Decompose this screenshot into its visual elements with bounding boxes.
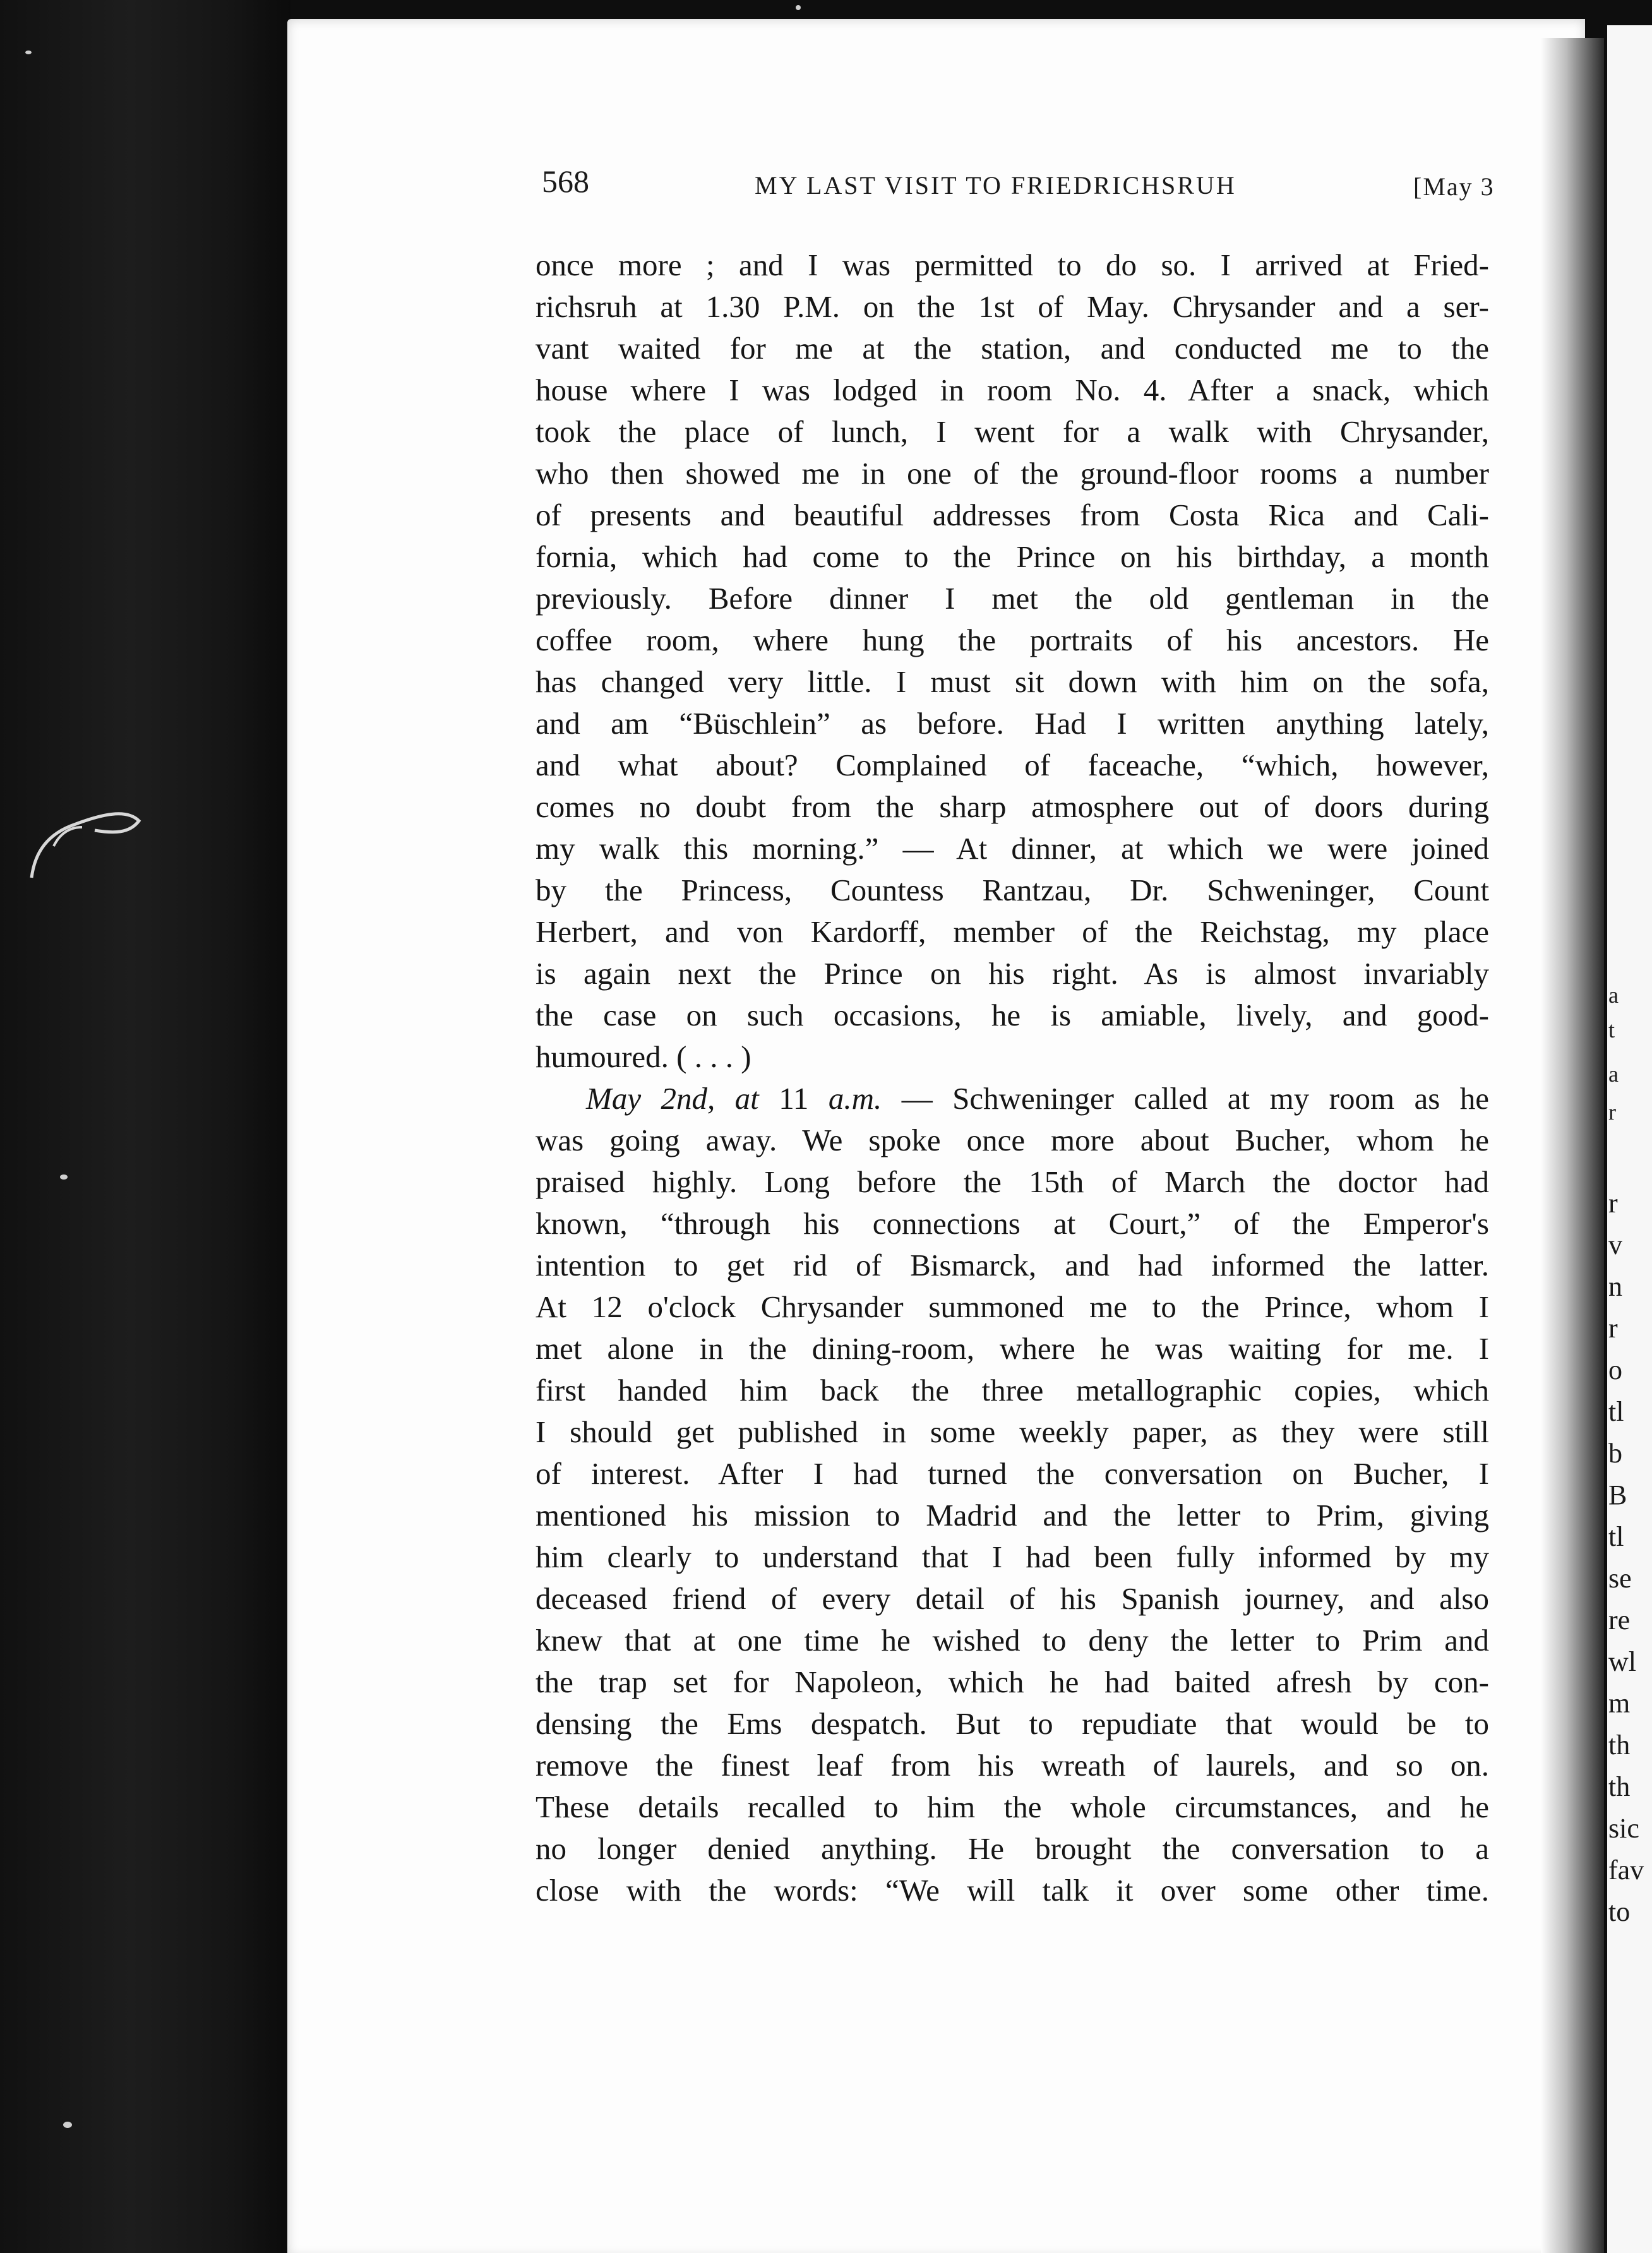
adjacent-page-text: r	[1608, 1188, 1618, 1219]
adjacent-page-text: sic	[1608, 1813, 1639, 1844]
adjacent-page-text: tl	[1608, 1396, 1624, 1427]
text-line: remove the finest leaf from his wreath of laurels, and so on.	[536, 1748, 1489, 1783]
adjacent-page-text: tl	[1608, 1521, 1624, 1552]
dust-speck	[60, 1174, 68, 1180]
adjacent-page-text: th	[1608, 1730, 1631, 1760]
text-line: met alone in the dining-room, where he was waiting for me. I	[536, 1331, 1489, 1366]
text-line: known, “through his connections at Court,” of the Emperor's	[536, 1206, 1489, 1241]
text-line: previously. Before dinner I met the old gentleman in the	[536, 581, 1489, 616]
page-number: 568	[542, 164, 589, 199]
text-line: vant waited for me at the station, and conducted me to the	[536, 331, 1489, 366]
adjacent-page-text: m	[1608, 1688, 1631, 1719]
dust-speck	[796, 5, 801, 10]
adjacent-page-text: fav	[1608, 1855, 1644, 1885]
text-line: my walk this morning.” — At dinner, at which we were joined	[536, 831, 1489, 866]
adjacent-page-text: o	[1608, 1354, 1622, 1385]
text-line: was going away. We spoke once more about Bucher, whom he	[536, 1123, 1489, 1157]
date-heading-ampm: a.m.	[828, 1081, 882, 1116]
text-line: first handed him back the three metallographic copies, which	[536, 1373, 1489, 1407]
adjacent-page-text: th	[1608, 1771, 1631, 1802]
adjacent-page-text: t	[1608, 1017, 1615, 1043]
adjacent-page-text: re	[1608, 1605, 1631, 1635]
running-date: [May 3	[1413, 172, 1495, 201]
adjacent-page-text: r	[1608, 1099, 1616, 1125]
text-line: deceased friend of every detail of his Spanish journey, and also	[536, 1581, 1489, 1616]
text-line: humoured. ( . . . )	[536, 1039, 751, 1074]
text-line: of interest. After I had turned the conversation on Bucher, I	[536, 1456, 1489, 1491]
text-line: is again next the Prince on his right. As is almost invariably	[536, 956, 1489, 991]
text-line: richsruh at 1.30 P.M. on the 1st of May. Chrysander and a ser-	[536, 289, 1489, 324]
date-heading-hour: 11	[779, 1081, 809, 1116]
text-line: intention to get rid of Bismarck, and had informed the latter.	[536, 1248, 1489, 1282]
text-line: the case on such occasions, he is amiable, lively, and good-	[536, 998, 1489, 1032]
text-line: comes no doubt from the sharp atmosphere out of doors during	[536, 789, 1489, 824]
dust-speck	[25, 51, 32, 54]
text-line: has changed very little. I must sit down with him on the sofa,	[536, 664, 1489, 699]
text-line: These details recalled to him the whole circumstances, and he	[536, 1790, 1489, 1824]
dust-speck	[63, 2122, 72, 2128]
adjacent-page-text: se	[1608, 1563, 1632, 1594]
text-line: densing the Ems despatch. But to repudiate that would be to	[536, 1706, 1489, 1741]
text-line: the trap set for Napoleon, which he had baited afresh by con-	[536, 1664, 1489, 1699]
adjacent-page-text: n	[1608, 1271, 1622, 1302]
scribble-mark	[19, 796, 152, 884]
adjacent-page-text: v	[1608, 1229, 1622, 1260]
text-line: once more ; and I was permitted to do so. I arrived at Fried-	[536, 248, 1489, 282]
text-line: At 12 o'clock Chrysander summoned me to the Prince, whom I	[536, 1289, 1489, 1324]
text-line: praised highly. Long before the 15th of March the doctor had	[536, 1164, 1489, 1199]
text-line: mentioned his mission to Madrid and the letter to Prim, giving	[536, 1498, 1489, 1533]
left-binding-edge	[0, 0, 290, 2253]
adjacent-page-text: wl	[1608, 1646, 1636, 1677]
text-line: I should get published in some weekly paper, as they were still	[536, 1414, 1489, 1449]
text-line: coffee room, where hung the portraits of his ancestors. He	[536, 623, 1489, 657]
page-gutter-shadow	[1541, 38, 1604, 2253]
text-line: of presents and beautiful addresses from Costa Rica and Cali-	[536, 498, 1489, 532]
text-line: house where I was lodged in room No. 4. After a snack, which	[536, 373, 1489, 407]
adjacent-page-text: b	[1608, 1438, 1622, 1469]
text-line: knew that at one time he wished to deny the letter to Prim and	[536, 1623, 1489, 1658]
paragraph-opening-line	[586, 1078, 1489, 1120]
text-line: by the Princess, Countess Rantzau, Dr. Schweninger, Count	[536, 873, 1489, 907]
text-line: no longer denied anything. He brought the conversation to a	[536, 1831, 1489, 1866]
adjacent-page-text: B	[1608, 1479, 1627, 1510]
text-line: close with the words: “We will talk it over some other time.	[536, 1873, 1489, 1908]
text-line: and am “Büschlein” as before. Had I written anything lately,	[536, 706, 1489, 741]
text-line: him clearly to understand that I had been fully informed by my	[536, 1539, 1489, 1574]
adjacent-page-text: r	[1608, 1313, 1618, 1344]
text-line: and what about? Complained of faceache, “which, however,	[536, 748, 1489, 782]
date-heading: May 2nd, at	[586, 1081, 759, 1116]
adjacent-page-text: a	[1608, 1061, 1619, 1087]
text-line: — Schweninger called at my room as he	[882, 1081, 1490, 1116]
adjacent-page-fragment	[1607, 25, 1652, 2253]
running-title: MY LAST VISIT TO FRIEDRICHSRUH	[755, 171, 1236, 200]
text-line: Herbert, and von Kardorff, member of the Reichstag, my place	[536, 914, 1489, 949]
text-line: fornia, which had come to the Prince on his birthday, a month	[536, 539, 1489, 574]
adjacent-page-text: a	[1608, 983, 1619, 1008]
text-line: who then showed me in one of the ground-floor rooms a number	[536, 456, 1489, 491]
text-line: took the place of lunch, I went for a walk with Chrysander,	[536, 414, 1489, 449]
adjacent-page-text: to	[1608, 1896, 1631, 1927]
